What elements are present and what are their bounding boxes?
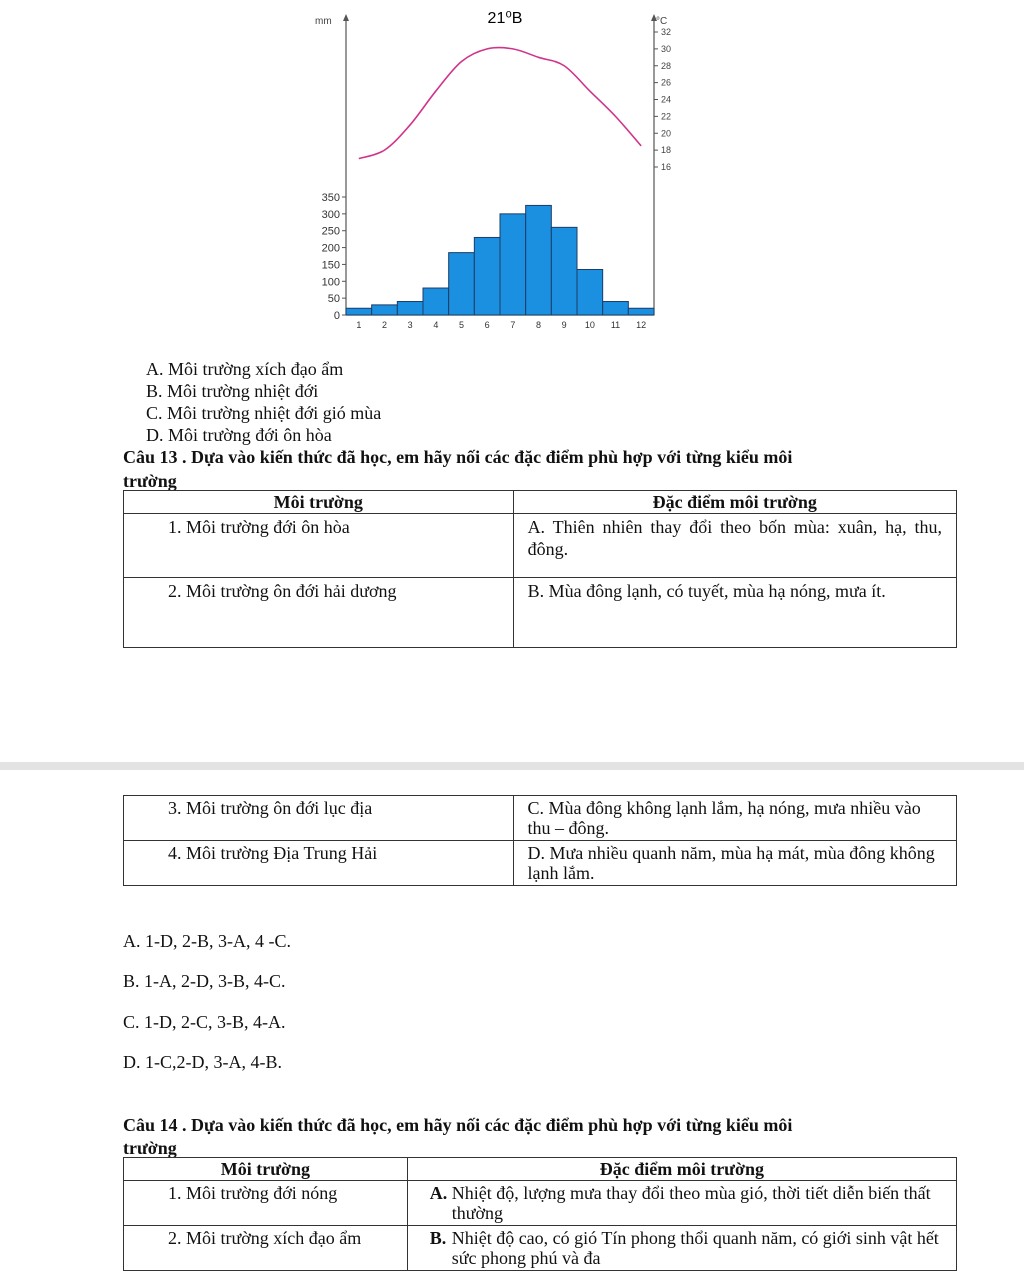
table-row [124, 841, 957, 886]
characteristic-text: Nhiệt độ, lượng mưa thay đổi theo mùa gió, thời tiết diễn biến thất thường [451, 1183, 931, 1223]
q13-answer-b[interactable]: B. 1-A, 2-D, 3-B, 4-C. [123, 971, 286, 991]
right-tick-label: 22 [661, 111, 672, 122]
characteristic-cell: C. Mùa đông không lạnh lắm, hạ nóng, mưa nhiều vào thu – đông. [513, 796, 956, 841]
environment-cell: 3. Môi trường ôn đới lục địa [124, 796, 514, 841]
q12-option-c[interactable]: C. Môi trường nhiệt đới gió mùa [146, 403, 382, 423]
environment-cell: 2. Môi trường xích đạo ẩm [124, 1226, 408, 1271]
table-row [124, 514, 957, 578]
environment-cell: 1. Môi trường đới nóng [124, 1181, 408, 1226]
right-tick-label: 32 [661, 27, 672, 37]
characteristic-text: Nhiệt độ cao, có gió Tín phong thổi quanh năm, có giới sinh vật hết sức phong phú và đa [451, 1228, 939, 1268]
left-tick-label: 150 [321, 259, 340, 272]
rainfall-bar [372, 305, 398, 315]
characteristic-cell [407, 1226, 956, 1271]
rainfall-bar [423, 288, 449, 315]
rainfall-bar [603, 302, 629, 315]
month-label: 6 [484, 320, 490, 330]
q12-option-b[interactable]: B. Môi trường nhiệt đới [146, 381, 319, 401]
environment-cell: 2. Môi trường ôn đới hải dương [124, 578, 514, 648]
left-axis-arrow [343, 14, 349, 21]
table-row [124, 1226, 957, 1271]
month-label: 12 [636, 320, 647, 330]
q13-table-part2 [123, 795, 957, 886]
table-row [124, 796, 957, 841]
rainfall-bar [397, 302, 423, 315]
header-characteristics: Đặc điểm môi trường [407, 1158, 956, 1181]
left-tick-label: 250 [321, 225, 340, 238]
month-label: 1 [356, 320, 362, 330]
rainfall-bar [346, 308, 372, 315]
table-header-row [124, 491, 957, 514]
right-tick-label: 18 [661, 145, 672, 156]
option-letter: A. [429, 1183, 448, 1203]
header-characteristics: Đặc điểm môi trường [513, 491, 956, 514]
month-label: 3 [407, 320, 413, 330]
rainfall-bar [449, 253, 475, 315]
characteristic-cell: B. Mùa đông lạnh, có tuyết, mùa hạ nóng, mưa ít. [513, 578, 956, 648]
header-environment: Môi trường [124, 1158, 408, 1181]
left-tick-label: 200 [321, 242, 340, 255]
q13-answer-d[interactable]: D. 1-C,2-D, 3-A, 4-B. [123, 1052, 282, 1072]
left-tick-label: 300 [321, 208, 340, 221]
rainfall-bar [577, 269, 603, 315]
rainfall-bar [500, 214, 526, 315]
environment-cell: 1. Môi trường đới ôn hòa [124, 514, 514, 578]
temperature-line [359, 48, 641, 159]
q13-title-cont: trường [123, 471, 177, 491]
q13-answer-a[interactable]: A. 1-D, 2-B, 3-A, 4 -C. [123, 931, 291, 951]
q12-options [146, 358, 381, 446]
month-label: 11 [610, 320, 621, 330]
left-axis-unit: mm [315, 16, 332, 27]
rainfall-bar [628, 308, 654, 315]
left-tick-label: 0 [333, 310, 340, 322]
left-tick-label: 50 [327, 293, 340, 306]
month-label: 7 [510, 320, 516, 330]
climate-chart [290, 0, 710, 340]
right-axis-unit: °C [656, 16, 668, 27]
q12-option-d[interactable]: D. Môi trường đới ôn hòa [146, 425, 332, 445]
page-separator [0, 762, 1024, 770]
rainfall-bar [551, 227, 577, 315]
q14-title-cont: trường [123, 1138, 177, 1158]
month-label: 10 [584, 320, 595, 330]
q14-table [123, 1157, 957, 1271]
table-header-row [124, 1158, 957, 1181]
climate-chart-svg [290, 0, 710, 340]
table-row [124, 578, 957, 648]
right-tick-label: 30 [661, 43, 672, 54]
characteristic-cell [407, 1181, 956, 1226]
header-environment: Môi trường [124, 491, 514, 514]
month-label: 5 [458, 320, 465, 330]
rainfall-bar [474, 237, 500, 315]
chart-title: 21⁰B [487, 10, 523, 27]
right-tick-label: 16 [661, 162, 672, 172]
month-label: 4 [433, 320, 439, 330]
right-tick-label: 20 [661, 128, 672, 139]
month-label: 8 [535, 320, 542, 330]
month-label: 2 [381, 320, 388, 330]
q14-title: Câu 14 . Dựa vào kiến thức đã học, em hãy nối các đặc điểm phù hợp với từng kiểu môi [123, 1115, 793, 1135]
option-letter: B. [429, 1228, 447, 1248]
right-tick-label: 28 [661, 60, 672, 71]
q13-table-part1 [123, 490, 957, 648]
environment-cell: 4. Môi trường Địa Trung Hải [124, 841, 514, 886]
table-row [124, 1181, 957, 1226]
q12-option-a[interactable]: A. Môi trường xích đạo ẩm [146, 359, 344, 379]
left-tick-label: 100 [321, 276, 340, 289]
q13-answer-c[interactable]: C. 1-D, 2-C, 3-B, 4-A. [123, 1012, 286, 1032]
q13-title: Câu 13 . Dựa vào kiến thức đã học, em hãy nối các đặc điểm phù hợp với từng kiểu môi [123, 447, 793, 467]
characteristic-cell: A. Thiên nhiên thay đổi theo bốn mùa: xuân, hạ, thu, đông. [513, 514, 956, 578]
right-tick-label: 24 [661, 94, 672, 105]
left-tick-label: 350 [321, 192, 340, 204]
rainfall-bar [526, 205, 552, 315]
month-label: 9 [561, 320, 567, 330]
right-tick-label: 26 [661, 77, 672, 88]
characteristic-cell: D. Mưa nhiều quanh năm, mùa hạ mát, mùa đông không lạnh lắm. [513, 841, 956, 886]
